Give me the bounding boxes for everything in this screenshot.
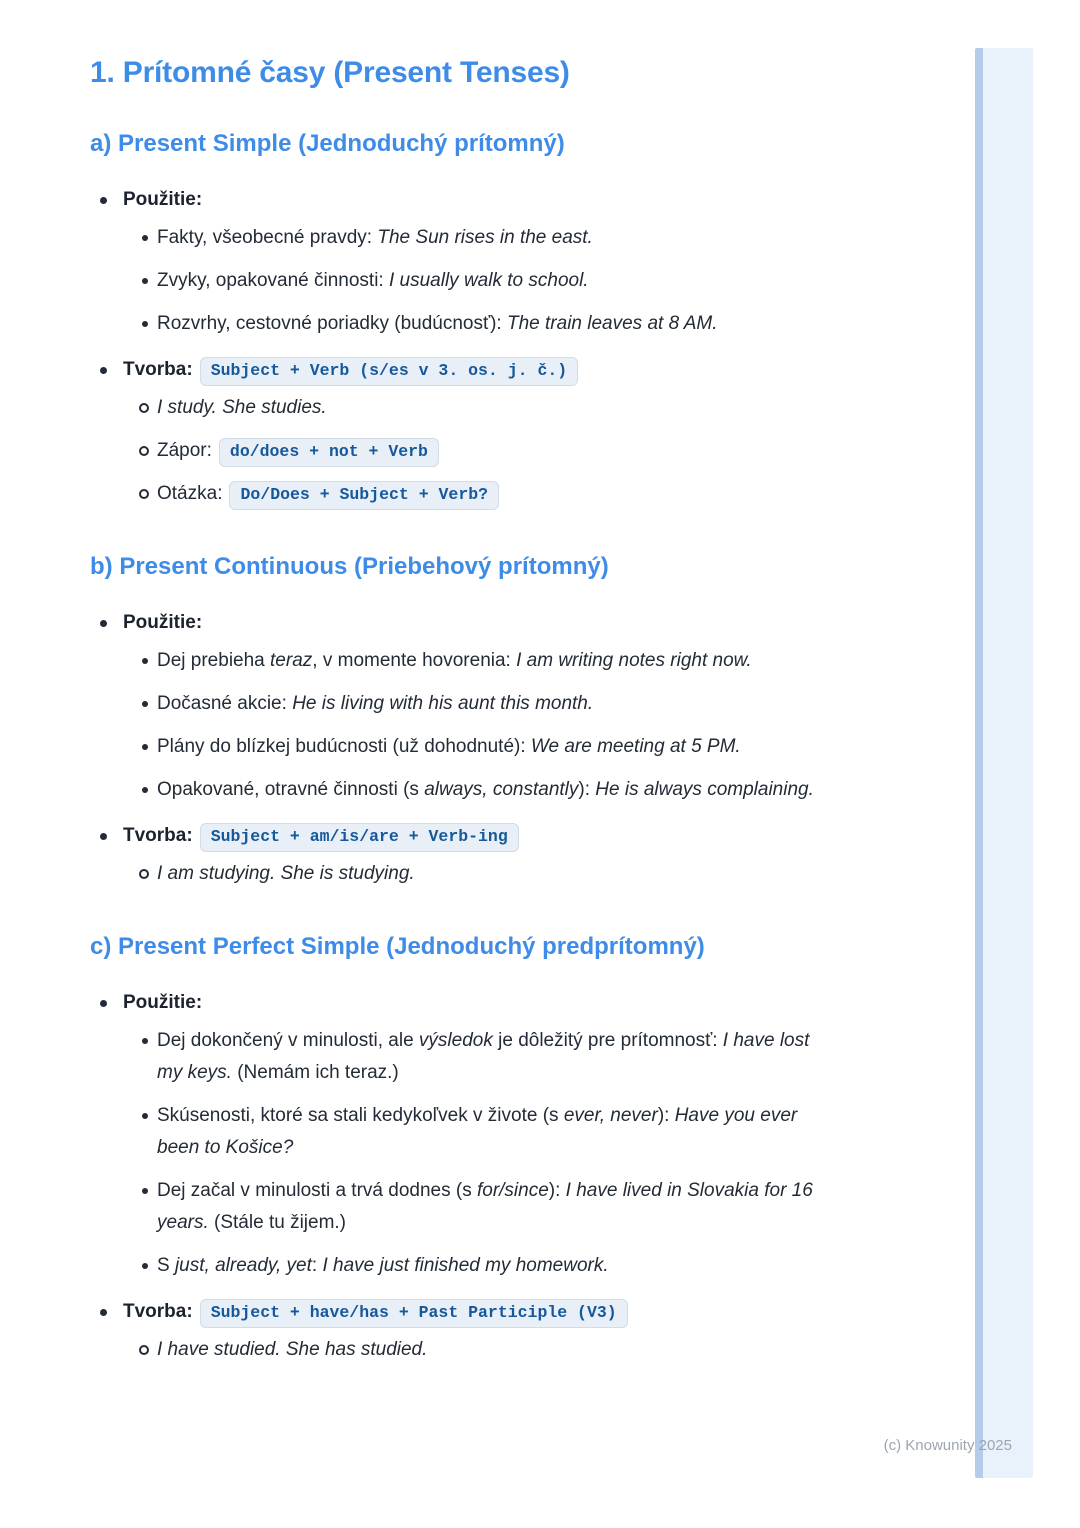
section-a-list (90, 184, 835, 510)
example-item: I have studied. She has studied. (123, 1334, 835, 1366)
usage-block (90, 184, 835, 340)
usage-item: Dočasné akcie: He is living with his aunt this month. (123, 688, 835, 720)
form-block (90, 1296, 835, 1366)
usage-item: Skúsenosti, ktoré sa stali kedykoľvek v živote (s ever, never): Have you ever been to Košice? (123, 1100, 835, 1164)
formula-pill: Subject + have/has + Past Participle (V3) (200, 1299, 628, 1328)
section-c-list (90, 987, 835, 1366)
question-item: Otázka: Do/Does + Subject + Verb? (123, 478, 835, 510)
usage-item: Fakty, všeobecné pravdy: The Sun rises in the east. (123, 222, 835, 254)
formula-pill: Subject + Verb (s/es v 3. os. j. č.) (200, 357, 578, 386)
form-block (90, 820, 835, 890)
usage-label: Použitie: (123, 992, 203, 1013)
usage-list (123, 222, 835, 340)
usage-label: Použitie: (123, 612, 203, 633)
usage-block (90, 607, 835, 806)
usage-list (123, 1025, 835, 1282)
section-b-list (90, 607, 835, 890)
usage-item: Opakované, otravné činnosti (s always, constantly): He is always complaining. (123, 774, 835, 806)
example-item: I am studying. She is studying. (123, 858, 835, 890)
example-item: I study. She studies. (123, 392, 835, 424)
footer-credit: (c) Knowunity 2025 (883, 1437, 1012, 1454)
usage-item: S just, already, yet: I have just finished my homework. (123, 1250, 835, 1282)
formula-pill: do/does + not + Verb (219, 438, 439, 467)
formula-pill: Subject + am/is/are + Verb-ing (200, 823, 519, 852)
section-heading-a: a) Present Simple (Jednoduchý prítomný) (90, 130, 565, 157)
form-list (123, 1334, 835, 1366)
usage-label: Použitie: (123, 189, 203, 210)
document-page (90, 40, 835, 1366)
scrollbar-track[interactable] (975, 48, 1033, 1478)
usage-item: Dej prebieha teraz, v momente hovorenia: I am writing notes right now. (123, 645, 835, 677)
form-list (123, 392, 835, 510)
form-label: Tvorba: (123, 825, 193, 846)
form-list (123, 858, 835, 890)
usage-item: Zvyky, opakované činnosti: I usually walk to school. (123, 265, 835, 297)
form-label: Tvorba: (123, 1301, 193, 1322)
usage-item: Dej dokončený v minulosti, ale výsledok je dôležitý pre prítomnosť: I have lost my keys. (Nemám ich teraz.) (123, 1025, 835, 1089)
form-label: Tvorba: (123, 359, 193, 380)
section-heading-b: b) Present Continuous (Priebehový prítomný) (90, 553, 609, 580)
form-block (90, 354, 835, 510)
negative-item: Zápor: do/does + not + Verb (123, 435, 835, 467)
usage-item: Rozvrhy, cestovné poriadky (budúcnosť): The train leaves at 8 AM. (123, 308, 835, 340)
usage-block (90, 987, 835, 1282)
usage-item: Dej začal v minulosti a trvá dodnes (s for/since): I have lived in Slovakia for 16 years. (Stále tu žijem.) (123, 1175, 835, 1239)
usage-list (123, 645, 835, 806)
page-title: 1. Prítomné časy (Present Tenses) (90, 56, 570, 89)
usage-item: Plány do blízkej budúcnosti (už dohodnuté): We are meeting at 5 PM. (123, 731, 835, 763)
formula-pill: Do/Does + Subject + Verb? (229, 481, 499, 510)
section-heading-c: c) Present Perfect Simple (Jednoduchý predprítomný) (90, 933, 705, 960)
